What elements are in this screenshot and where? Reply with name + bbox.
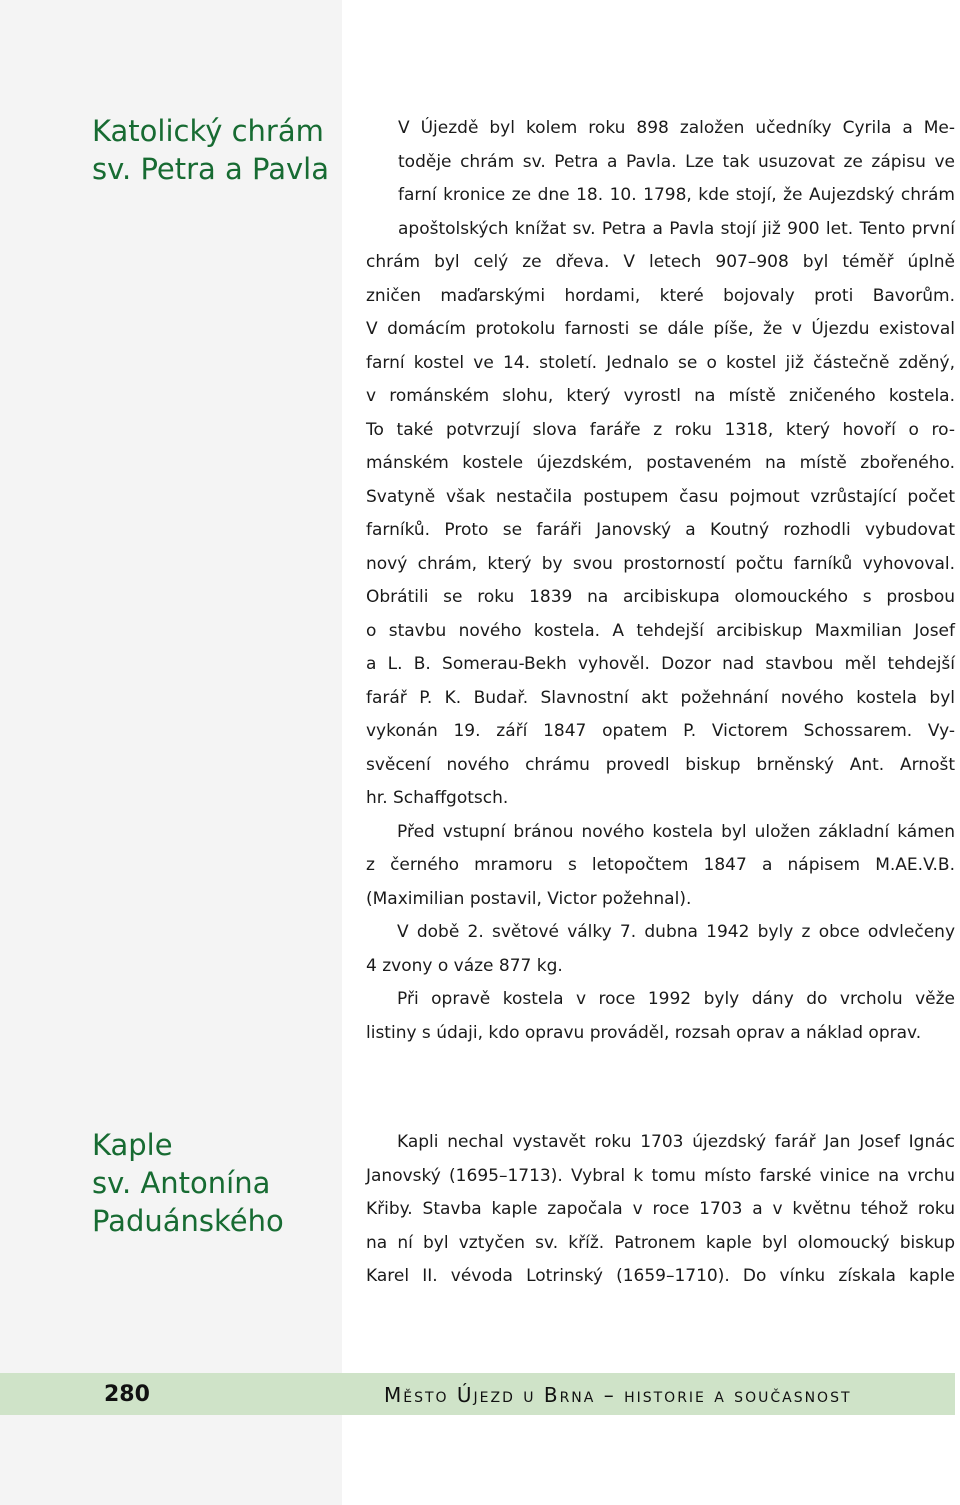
text-line: farníků. Proto se faráři Janovský a Koutný rozhodli vybudovat xyxy=(366,520,955,540)
text-line: zničen maďarskými hordami, které bojovaly proti Bavorům. xyxy=(366,285,955,306)
text-line: 4 zvony o váze 877 kg. xyxy=(366,955,563,976)
section-heading xyxy=(92,112,342,188)
text-line: vykonán 19. září 1847 opatem P. Victorem Schossarem. Vy- xyxy=(366,721,955,741)
heading-line: Katolický chrám xyxy=(92,114,324,148)
text-line: V době 2. světové války 7. dubna 1942 byly z obce odvlečeny xyxy=(397,922,955,942)
text-line: Před vstupní bránou nového kostela byl uložen základní kámen xyxy=(397,821,955,842)
text-line: Křiby. Stavba kaple započala v roce 1703 a v květnu téhož roku xyxy=(366,1199,955,1219)
text-line: chrám byl celý ze dřeva. V letech 907–908 byl téměř úplně xyxy=(366,252,955,272)
text-line: hr. Schaffgotsch. xyxy=(366,788,509,808)
text-line: svěcení nového chrámu provedl biskup brněnský Ant. Arnošt xyxy=(366,754,955,775)
text-line: To také potvrzují slova faráře z roku 1318, který hovoří o ro- xyxy=(366,419,955,440)
left-margin-band xyxy=(0,0,342,1505)
text-line: nový chrám, který by svou prostorností počtu farníků vyhovoval. xyxy=(366,553,955,574)
heading-line: sv. Petra a Pavla xyxy=(92,152,329,186)
heading-line: sv. Antonína xyxy=(92,1166,271,1200)
text-line: na ní byl vztyčen sv. kříž. Patronem kaple byl olomoucký biskup xyxy=(366,1232,955,1253)
text-line: Kapli nechal vystavět roku 1703 újezdský farář Jan Josef Ignác xyxy=(397,1132,955,1152)
paragraph xyxy=(366,983,955,1050)
text-line: farář P. K. Budař. Slavnostní akt požehnání nového kostela byl xyxy=(366,687,955,708)
section-body xyxy=(366,1126,955,1294)
text-line: toděje chrám sv. Petra a Pavla. Lze tak usuzovat ze zápisu ve xyxy=(398,151,955,172)
text-line: apoštolských knížat sv. Petra a Pavla stojí již 900 let. Tento první xyxy=(398,218,955,239)
text-line: o stavbu nového kostela. A tehdejší arcibiskup Maxmilian Josef xyxy=(366,620,955,641)
paragraph xyxy=(366,916,955,983)
text-line: Janovský (1695–1713). Vybral k tomu místo farské vinice na vrchu xyxy=(366,1165,955,1186)
text-line: Při opravě kostela v roce 1992 byly dány do vrcholu věže xyxy=(397,989,955,1009)
text-line: a L. B. Somerau-Bekh vyhověl. Dozor nad stavbou měl tehdejší xyxy=(366,654,955,674)
text-line: V Újezdě byl kolem roku 898 založen učedníky Cyrila a Me- xyxy=(398,118,955,138)
paragraph xyxy=(366,1126,955,1294)
text-line: Karel II. vévoda Lotrinský (1659–1710). Do vínku získala kaple xyxy=(366,1266,955,1286)
text-line: farní kronice ze dne 18. 10. 1798, kde stojí, že Aujezdský chrám xyxy=(398,185,955,205)
text-line: Obrátili se roku 1839 na arcibiskupa olomouckého s prosbou xyxy=(366,587,955,607)
text-line: listiny s údaji, kdo opravu prováděl, rozsah oprav a náklad oprav. xyxy=(366,1022,922,1043)
text-line: farní kostel ve 14. století. Jednalo se o kostel již částečně zděný, xyxy=(366,352,955,373)
section-heading xyxy=(92,1126,342,1240)
text-line: (Maximilian postavil, Victor požehnal). xyxy=(366,888,692,909)
paragraph xyxy=(366,816,955,917)
text-line: z černého mramoru s letopočtem 1847 a nápisem M.AE.V.B. xyxy=(366,855,955,875)
heading-line: Kaple xyxy=(92,1128,173,1162)
running-title: Město Újezd u Brna – historie a současnost xyxy=(384,1383,852,1407)
text-line: v románském slohu, který vyrostl na místě zničeného kostela. xyxy=(366,386,955,406)
text-line: Svatyně však nestačila postupem času pojmout vzrůstající počet xyxy=(366,486,955,507)
text-line: mánském kostele újezdském, postaveném na místě zbořeného. xyxy=(366,453,955,473)
section-body xyxy=(366,112,955,1050)
page-number: 280 xyxy=(104,1382,150,1407)
paragraph xyxy=(366,112,955,816)
text-line: V domácím protokolu farnosti se dále píše, že v Újezdu existoval xyxy=(366,319,955,339)
heading-line: Paduánského xyxy=(92,1204,284,1238)
